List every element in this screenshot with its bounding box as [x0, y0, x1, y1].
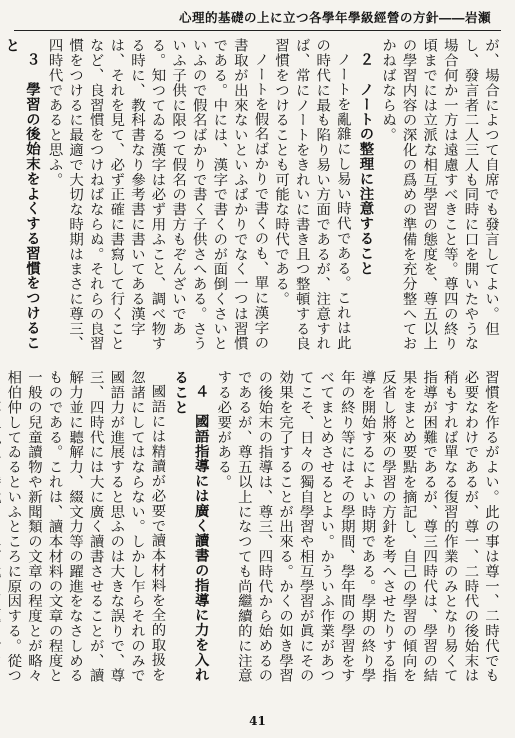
section-heading-2: ２ ノートの整理に注意すること	[357, 52, 375, 276]
paragraph: 習慣を作るがよい。此の事は尊一、二時代でも必要なわけであるが、尊一、二時代の後始末は稍もすれば單なる復習的作業のみとなり易くて指導が困難であるが、尊三四時代は、學習の結果をまとめ要點を摘記し、自己の學習の傾向を反省し將來の學習の方針を考へさせたりする指導を開始するによい時期である。學期の終り學年の終り等にはその學期間、學年間の學習をすべてまとめさせるとよい。かういふ作業があつてこそ、日々の獨自學習や相互學習が眞にその効果を完了することが出來る。かくの如き學習の後始末の指導は、尊三、四時代から始めるのであるが、尊五以上になつても尚繼續的に注意する必要がある。	[215, 370, 499, 683]
paragraph: ノートを假名ばかりで書くのも、單に漢字の書取が出來ないといふばかりでなく一つは習慣である。中には、漢字で書くのが面倒くさいといふので假名ばかりで書く子供さへある。さういふ子供に限つて假名の書方もぞんざいである。知つてゐる漢字は必ず用ふこと、調べ物する時に、教科書なり參考書に書いてある漢字は、それを見て、必ず正確に書寫して行くことなど、良習慣をつけねばならぬ。それらの良習慣をつけるに最適で大切な時期はまさに尊三、四時代であると思ふ。	[46, 38, 269, 351]
section-heading-4: ４ 國語指導には廣く讀書の指導に力を入れること	[172, 370, 210, 683]
running-head: 心理的基礎の上に立つ各學年學級經營の方針――岩瀬	[178, 10, 491, 25]
page-number: 41	[249, 714, 266, 728]
text-block-bottom	[5, 370, 501, 690]
page-body	[3, 38, 501, 694]
paragraph: 國語には精讀が必要で讀本材料を全的取扱を忽諸にしてはならない。しかし乍らそれのみで國語力が進展すると思ふのは大きな誤りで、尊三、四時代には大に廣く讀書させることが、讀解力並に聽解力、綴文力等の躍進をなさしめるものである。これは、讀本材料の文章の程度と一般の兒童讀物や新聞類の文章の程度とが略々相伯仲してゐるといふところに原因する。從つ	[5, 370, 166, 683]
text-block-top	[3, 38, 501, 358]
section-heading-3: ３ 學習の後始末をよくする習慣をつけること	[3, 38, 41, 351]
paragraph: ノートを亂雜にし易い時代である。これは此の時代に最も陷り易い方面であるが、注意すれば、常にノートをきれいに書き且つ整頓する良習慣をつけることも可能な時代である。	[273, 38, 351, 351]
paragraph: が、場合によつて自席でも發言してよい。但し、發言者二人三人も同時に口を開いたやうな場合何か一方は遠慮すべきこと等。尊四の終り頃までには立派な相互學習の態度を、尊五以上の學習内容の深化の爲めの準備を充分整へておかねばならぬ。	[380, 38, 499, 351]
header-rule	[14, 30, 501, 31]
